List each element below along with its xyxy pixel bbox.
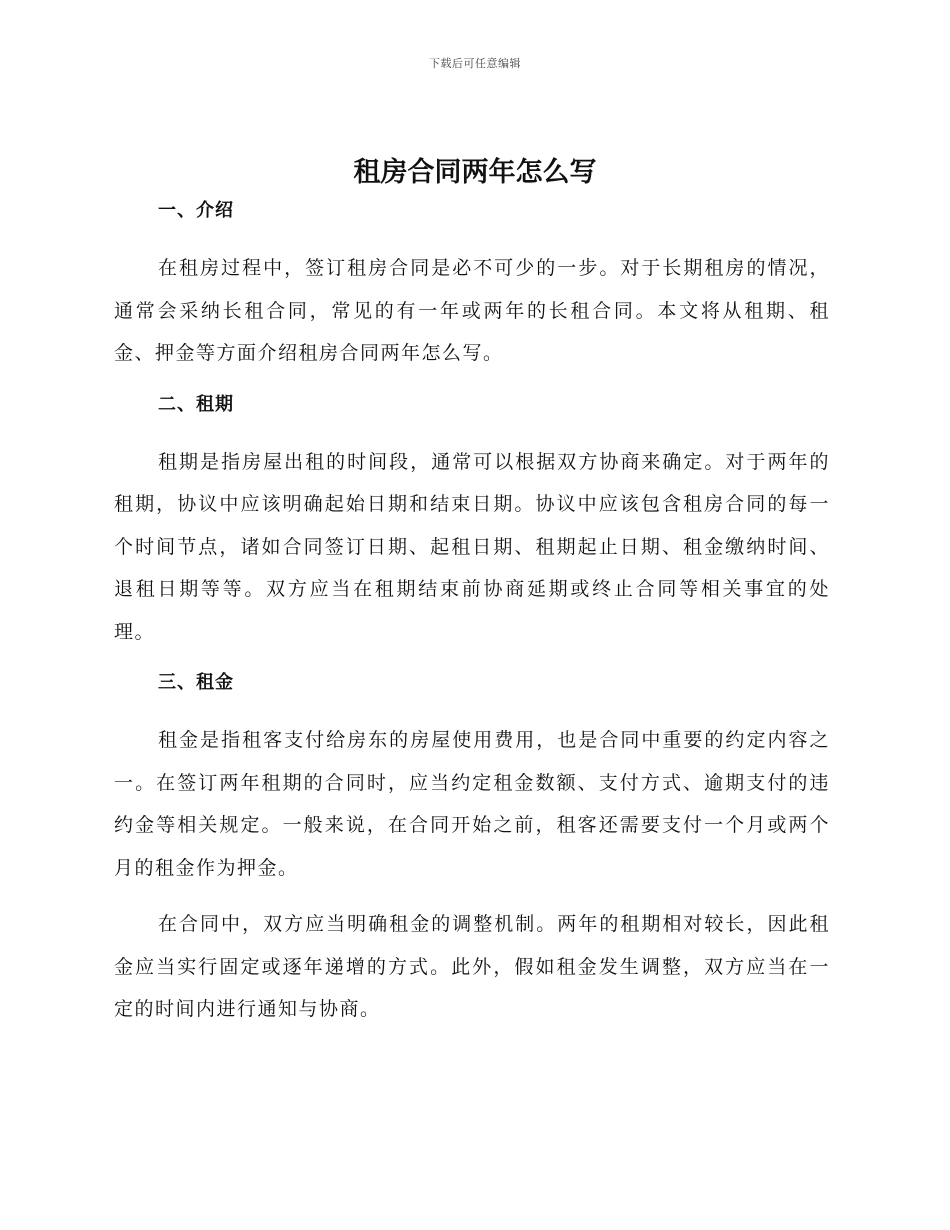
document-body — [114, 197, 830, 1045]
document-title: 租房合同两年怎么写 — [353, 157, 597, 188]
section-introduction — [114, 197, 830, 375]
header-note: 下载后可任意编辑 — [429, 57, 521, 70]
section-rent — [114, 669, 830, 1031]
section-heading: 一、介绍 — [158, 200, 234, 221]
paragraph: 租金是指租客支付给房东的房屋使用费用，也是合同中重要的约定内容之一。在签订两年租期的合同时，应当约定租金数额、支付方式、逾期支付的违约金等相关规定。一般来说，在合同开始之前，租客还需要支付一个月或两个月的租金作为押金。 — [114, 729, 830, 879]
section-heading: 三、租金 — [158, 672, 234, 693]
section-lease-term — [114, 391, 830, 654]
paragraph: 租期是指房屋出租的时间段，通常可以根据双方协商来确定。对于两年的租期，协议中应该明确起始日期和结束日期。协议中应该包含租房合同的每一个时间节点，诸如合同签订日期、起租日期、租期起止日期、租金缴纳时间、退租日期等等。双方应当在租期结束前协商延期或终止合同等相关事宜的处理。 — [114, 450, 830, 643]
paragraph: 在租房过程中，签订租房合同是必不可少的一步。对于长期租房的情况，通常会采纳长租合同，常见的有一年或两年的长租合同。本文将从租期、租金、押金等方面介绍租房合同两年怎么写。 — [114, 257, 830, 364]
paragraph: 在合同中，双方应当明确租金的调整机制。两年的租期相对较长，因此租金应当实行固定或逐年递增的方式。此外，假如租金发生调整，双方应当在一定的时间内进行通知与协商。 — [114, 913, 830, 1020]
section-heading: 二、租期 — [158, 393, 234, 415]
